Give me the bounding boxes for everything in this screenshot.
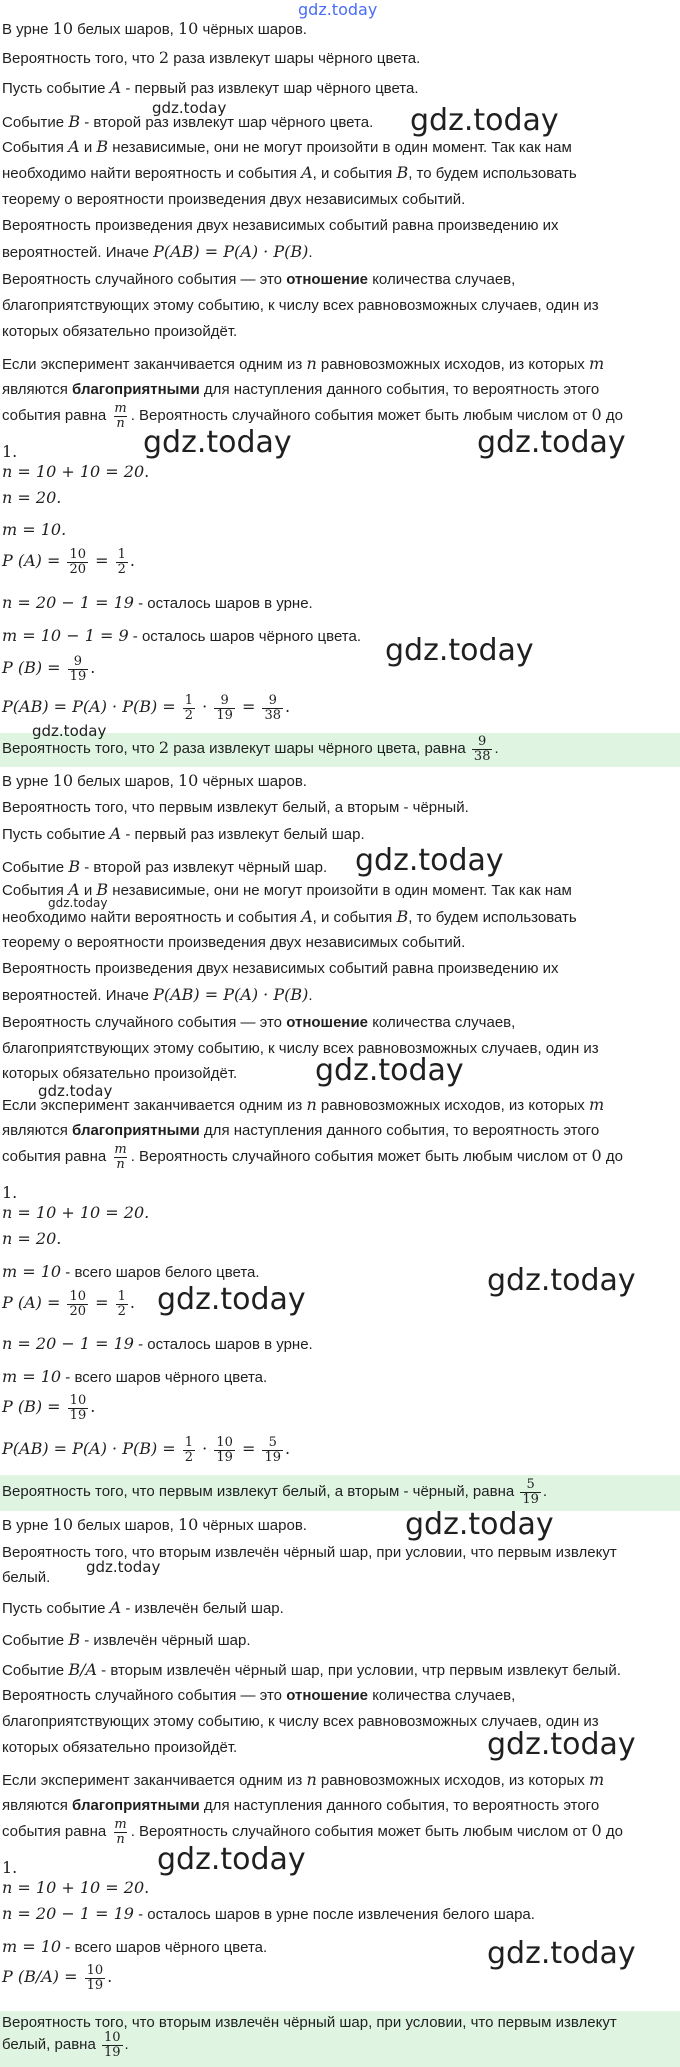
def-line-6: события равна $\frac{m}{n}$ . Вероятность случайного события может быть любым числом от 0 до — [2, 1142, 623, 1172]
calc-n: n = 20. — [2, 1229, 62, 1248]
watermark: gdz.today — [405, 1507, 554, 1542]
fraction-m-n: $\frac{m}{n}$ — [114, 1817, 127, 1847]
def-line-2: благоприятствующих этому событию, к числу всех равновозможных случаев, один из — [2, 297, 599, 314]
def-line-4: Если эксперимент заканчивается одним из n равновозможных исходов, из которых m — [2, 1770, 605, 1789]
watermark: gdz.today — [48, 896, 108, 910]
def-line-7: 1. — [2, 442, 18, 461]
calc-m-white: m = 10 - всего шаров белого цвета. — [2, 1262, 260, 1281]
fraction: $\frac{1}{2}$ — [117, 547, 126, 577]
def-line-2: благоприятствующих этому событию, к числу всех равновозможных случаев, один из — [2, 1713, 599, 1730]
calc-m-minus: m = 10 − 1 = 9 - осталось шаров чёрного цвета. — [2, 626, 362, 645]
def-line-1: Вероятность случайного события — это отношение количества случаев, — [2, 1014, 516, 1031]
def-line-3: которых обязательно произойдёт. — [2, 323, 238, 340]
calc-m-black: m = 10 - всего шаров чёрного цвета. — [2, 1937, 268, 1956]
def-line-3: которых обязательно произойдёт. — [2, 1065, 238, 1082]
calc-n-minus: n = 20 − 1 = 19 - осталось шаров в урне. — [2, 593, 313, 612]
fraction: $\frac{1}{2}$ — [184, 1435, 194, 1465]
indep-line-2: необходимо найти вероятность и события A, и события B, то будем использовать — [2, 163, 577, 182]
task3-line-2b: белый. — [2, 1569, 51, 1586]
indep-line-2: необходимо найти вероятность и события A, и события B, то будем использовать — [2, 907, 577, 926]
calc-p-a: P (A) = $\frac{10}{20}$ = $\frac{1}{2}$ . — [2, 1289, 135, 1319]
task1-line-4: Событие B - второй раз извлекут шар чёрного цвета. — [2, 112, 374, 131]
fraction: $\frac{10}{19}$ — [216, 1435, 233, 1465]
watermark: gdz.today — [477, 425, 626, 460]
fraction: $\frac{9}{19}$ — [69, 654, 87, 684]
calc-p-b: P (B) = $\frac{9}{19}$ . — [2, 654, 96, 684]
task3-line-3: Пусть событие A - извлечён белый шар. — [2, 1598, 284, 1617]
indep-line-5: вероятностей. Иначе P(AB) = P(A) · P(B). — [2, 985, 313, 1004]
indep-line-4: Вероятность произведения двух независимых событий равна произведению их — [2, 960, 559, 977]
calc-n-sum: n = 10 + 10 = 20. — [2, 1203, 150, 1222]
def-line-2: благоприятствующих этому событию, к числу всех равновозможных случаев, один из — [2, 1040, 599, 1057]
watermark: gdz.today — [157, 1282, 306, 1317]
calc-n-minus-white: n = 20 − 1 = 19 - осталось шаров в урне после извлечения белого шара. — [2, 1904, 535, 1923]
fraction-m-n: $\frac{m}{n}$ — [114, 401, 127, 431]
task2-line-4: Событие B - второй раз извлекут чёрный шар. — [2, 857, 328, 876]
watermark: gdz.today — [143, 425, 292, 460]
watermark-top[interactable]: gdz.today — [298, 0, 378, 19]
fraction: $\frac{5}{19}$ — [522, 1477, 539, 1507]
task2-line-2: Вероятность того, что первым извлекут белый, а вторым - чёрный. — [2, 799, 469, 816]
fraction: $\frac{10}{19}$ — [103, 2030, 121, 2060]
task1-line-3: Пусть событие A - первый раз извлекут шар чёрного цвета. — [2, 78, 419, 97]
watermark: gdz.today — [86, 1558, 161, 1576]
watermark: gdz.today — [32, 722, 107, 740]
indep-line-1: События A и B независимые, они не могут произойти в один момент. Так как нам — [2, 137, 572, 156]
def-line-5: являются благоприятными для наступления данного события, то вероятность этого — [2, 381, 600, 398]
def-line-1: Вероятность случайного события — это отношение количества случаев, — [2, 1687, 516, 1704]
calc-n: n = 20. — [2, 488, 62, 507]
fraction-m-n: $\frac{m}{n}$ — [114, 1142, 127, 1172]
def-line-4: Если эксперимент заканчивается одним из n равновозможных исходов, из которых m — [2, 1095, 605, 1114]
fraction: $\frac{10}{19}$ — [69, 1393, 87, 1423]
watermark: gdz.today — [157, 1842, 306, 1877]
calc-p-a: P (A) = $\frac{10}{20}$ = $\frac{1}{2}$ . — [2, 547, 135, 577]
answer-3-line-2: белый, равна $\frac{10}{19}$ . — [2, 2030, 129, 2060]
calc-p-ab: P(AB) = P(A) · P(B) = $\frac{1}{2}$ · $\frac{10}{19}$ = $\frac{5}{19}$ . — [2, 1435, 291, 1465]
watermark: gdz.today — [315, 1053, 464, 1088]
calc-n-minus: n = 20 − 1 = 19 - осталось шаров в урне. — [2, 1334, 313, 1353]
watermark: gdz.today — [152, 99, 227, 117]
indep-line-3: теорему о вероятности произведения двух независимых событий. — [2, 191, 466, 208]
watermark: gdz.today — [38, 1082, 113, 1100]
watermark: gdz.today — [487, 1727, 636, 1762]
watermark: gdz.today — [385, 633, 534, 668]
fraction: $\frac{10}{19}$ — [86, 1963, 104, 1993]
fraction: $\frac{1}{2}$ — [184, 693, 194, 723]
def-line-3: которых обязательно произойдёт. — [2, 1739, 238, 1756]
task3-line-4: Событие B - извлечён чёрный шар. — [2, 1630, 251, 1649]
fraction: $\frac{10}{20}$ — [69, 547, 87, 577]
fraction: $\frac{1}{2}$ — [117, 1289, 126, 1319]
calc-m-black: m = 10 - всего шаров чёрного цвета. — [2, 1367, 268, 1386]
task3-line-1: В урне 10 белых шаров, 10 чёрных шаров. — [2, 1515, 307, 1534]
def-line-5: являются благоприятными для наступления данного события, то вероятность этого — [2, 1797, 600, 1814]
watermark: gdz.today — [355, 843, 504, 878]
watermark: gdz.today — [487, 1263, 636, 1298]
task1-line-2: Вероятность того, что 2 раза извлекут шары чёрного цвета. — [2, 48, 421, 67]
task1-line-1: В урне 10 белых шаров, 10 чёрных шаров. — [2, 19, 307, 38]
def-line-7: 1. — [2, 1183, 18, 1202]
fraction: $\frac{10}{20}$ — [69, 1289, 87, 1319]
def-line-7: 1. — [2, 1858, 18, 1877]
fraction: $\frac{9}{38}$ — [473, 734, 491, 764]
indep-line-3: теорему о вероятности произведения двух независимых событий. — [2, 934, 466, 951]
calc-p-ba: P (B/A) = $\frac{10}{19}$ . — [2, 1963, 113, 1993]
def-line-6: события равна $\frac{m}{n}$ . Вероятность случайного события может быть любым числом от 0 до — [2, 401, 623, 431]
calc-n-sum: n = 10 + 10 = 20. — [2, 462, 150, 481]
task2-line-3: Пусть событие A - первый раз извлекут белый шар. — [2, 824, 365, 843]
answer-1: Вероятность того, что 2 раза извлекут шары чёрного цвета, равна $\frac{9}{38}$ . — [2, 734, 499, 764]
calc-p-b: P (B) = $\frac{10}{19}$ . — [2, 1393, 96, 1423]
def-line-1: Вероятность случайного события — это отношение количества случаев, — [2, 271, 516, 288]
indep-line-1: События A и B независимые, они не могут произойти в один момент. Так как нам — [2, 880, 572, 899]
watermark: gdz.today — [410, 103, 559, 138]
answer-3-line-1: Вероятность того, что вторым извлечён чёрный шар, при условии, что первым извлекут — [2, 2014, 617, 2031]
def-line-4: Если эксперимент заканчивается одним из n равновозможных исходов, из которых m — [2, 354, 605, 373]
task2-line-1: В урне 10 белых шаров, 10 чёрных шаров. — [2, 771, 307, 790]
answer-2: Вероятность того, что первым извлекут белый, а вторым - чёрный, равна $\frac{5}{19}$ . — [2, 1477, 548, 1507]
indep-line-5: вероятностей. Иначе P(AB) = P(A) · P(B). — [2, 242, 313, 261]
fraction: $\frac{9}{38}$ — [264, 693, 282, 723]
calc-p-ab: P(AB) = P(A) · P(B) = $\frac{1}{2}$ · $\frac{9}{19}$ = $\frac{9}{38}$ . — [2, 693, 291, 723]
calc-m: m = 10. — [2, 520, 67, 539]
fraction: $\frac{5}{19}$ — [264, 1435, 282, 1465]
indep-line-4: Вероятность произведения двух независимых событий равна произведению их — [2, 217, 559, 234]
task3-line-2a: Вероятность того, что вторым извлечён чёрный шар, при условии, что первым извлекут — [2, 1544, 617, 1561]
watermark: gdz.today — [487, 1936, 636, 1971]
fraction: $\frac{9}{19}$ — [216, 693, 233, 723]
def-line-5: являются благоприятными для наступления данного события, то вероятность этого — [2, 1122, 600, 1139]
def-line-6: события равна $\frac{m}{n}$ . Вероятность случайного события может быть любым числом от 0 до — [2, 1817, 623, 1847]
calc-n-sum: n = 10 + 10 = 20. — [2, 1878, 150, 1897]
task3-line-5: Событие B/A - вторым извлечён чёрный шар, при условии, чтр первым извлекут белый. — [2, 1660, 621, 1679]
